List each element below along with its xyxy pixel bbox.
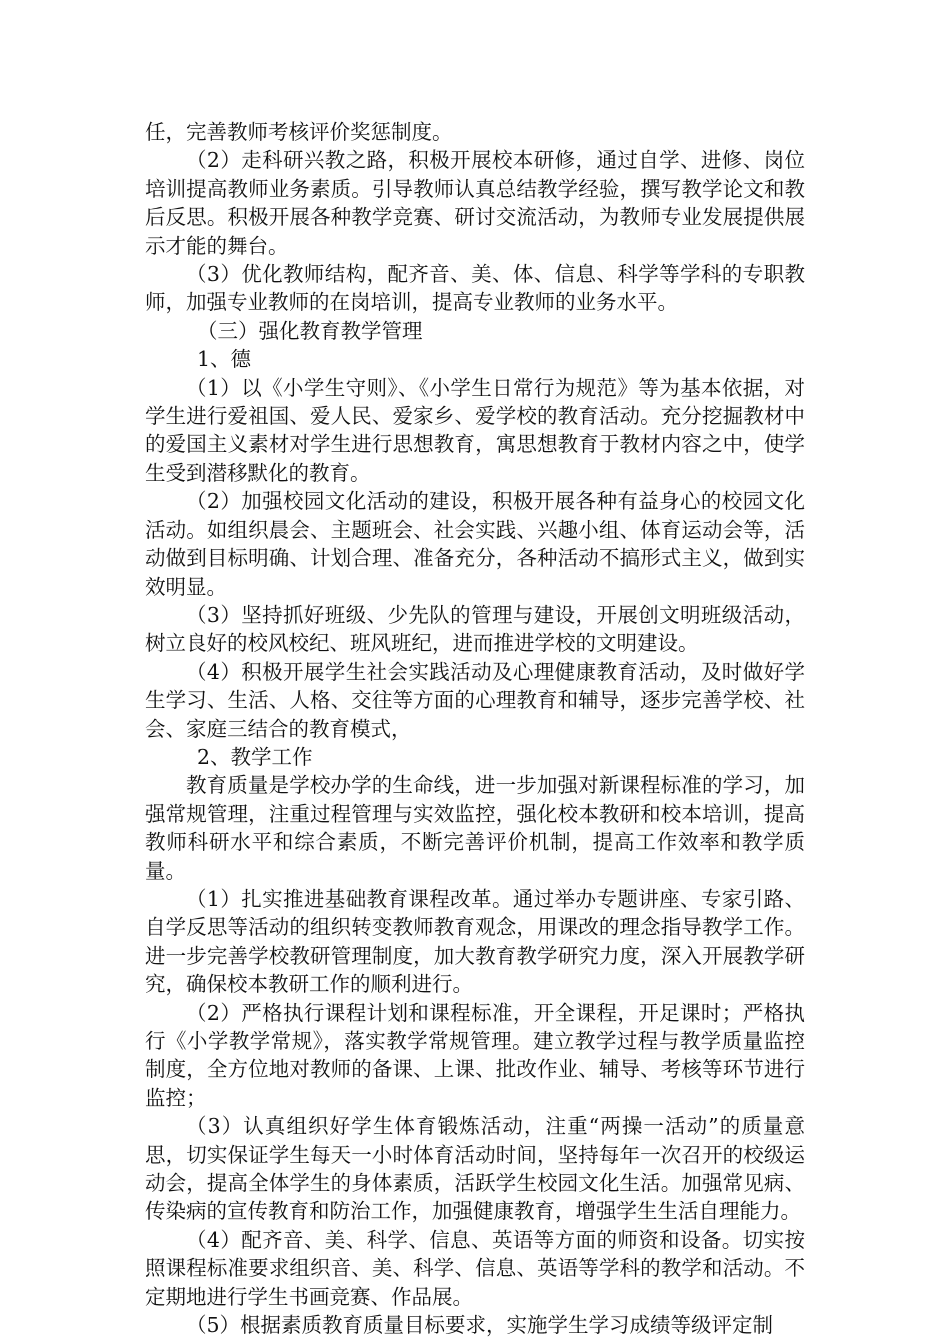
paragraph-14: （3）认真组织好学生体育锻炼活动，注重“两操一活动”的质量意思，切实保证学生每天一小时体育活动时间，坚持每年一次召开的校级运动会，提高全体学生的身体素质，活跃学生校园文化生活。加强常见病、传染病的宣传教育和防治工作，加强健康教育，增强学生生活自理能力。: [145, 1114, 805, 1224]
paragraph-15: （4）配齐音、美、科学、信息、英语等方面的师资和设备。切实按照课程标准要求组织音、美、科学、信息、英语等学科的教学和活动。不定期地进行学生书画竞赛、作品展。: [145, 1227, 805, 1309]
paragraph-16: （5）根据素质教育质量目标要求，实施学生学习成绩等级评定制: [186, 1313, 774, 1338]
paragraph-6: （1）以《小学生守则》、《小学生日常行为规范》等为基本依据，对学生进行爱祖国、爱人民、爱家乡、爱学校的教育活动。充分挖掘教材中的爱国主义素材对学生进行思想教育，寓思想教育于教材内容之中，使学生受到潜移默化的教育。: [145, 375, 805, 485]
paragraph-9: （4）积极开展学生社会实践活动及心理健康教育活动，及时做好学生学习、生活、人格、交往等方面的心理教育和辅导，逐步完善学校、社会、家庭三结合的教育模式，: [145, 659, 805, 741]
section-heading-3: （三）强化教育教学管理: [197, 318, 423, 343]
paragraph-1: 任，完善教师考核评价奖惩制度。: [145, 120, 453, 144]
paragraph-8: （3）坚持抓好班级、少先队的管理与建设，开展创文明班级活动，树立良好的校风校纪、班风班纪，进而推进学校的文明建设。: [145, 602, 805, 656]
paragraph-3: （3）优化教师结构，配齐音、美、体、信息、科学等学科的专职教师，加强专业教师的在岗培训，提高专业教师的业务水平。: [145, 262, 805, 315]
subheading-moral: 1、德: [197, 347, 252, 372]
paragraph-7: （2）加强校园文化活动的建设，积极开展各种有益身心的校园文化活动。如组织晨会、主题班会、社会实践、兴趣小组、体育运动会等，活动做到目标明确、计划合理、准备充分，各种活动不搞形式主义，做到实效明显。: [145, 489, 805, 599]
paragraph-12: （1）扎实推进基础教育课程改革。通过举办专题讲座、专家引路、自学反思等活动的组织转变教师教育观念，用课改的理念指导教学工作。进一步完善学校教研管理制度，加大教育教学研究力度，深入开展教学研究，确保校本教研工作的顺利进行。: [145, 886, 805, 997]
paragraph-11: 教育质量是学校办学的生命线，进一步加强对新课程标准的学习，加强常规管理，注重过程管理与实效监控，强化校本教研和校本培训，提高教师科研水平和综合素质，不断完善评价机制，提高工作效率和教学质量。: [145, 773, 805, 883]
paragraph-2: （2）走科研兴教之路，积极开展校本研修，通过自学、进修、岗位培训提高教师业务素质。引导教师认真总结教学经验，撰写教学论文和教后反思。积极开展各种教学竞赛、研讨交流活动，为教师专业发展提供展示才能的舞台。: [145, 148, 805, 258]
document-page: [145, 118, 805, 1339]
subheading-teaching: 2、教学工作: [197, 744, 313, 769]
paragraph-13: （2）严格执行课程计划和课程标准，开全课程，开足课时；严格执行《小学教学常规》，落实教学常规管理。建立教学过程与教学质量监控制度，全方位地对教师的备课、上课、批改作业、辅导、考核等环节进行监控；: [145, 1000, 805, 1110]
